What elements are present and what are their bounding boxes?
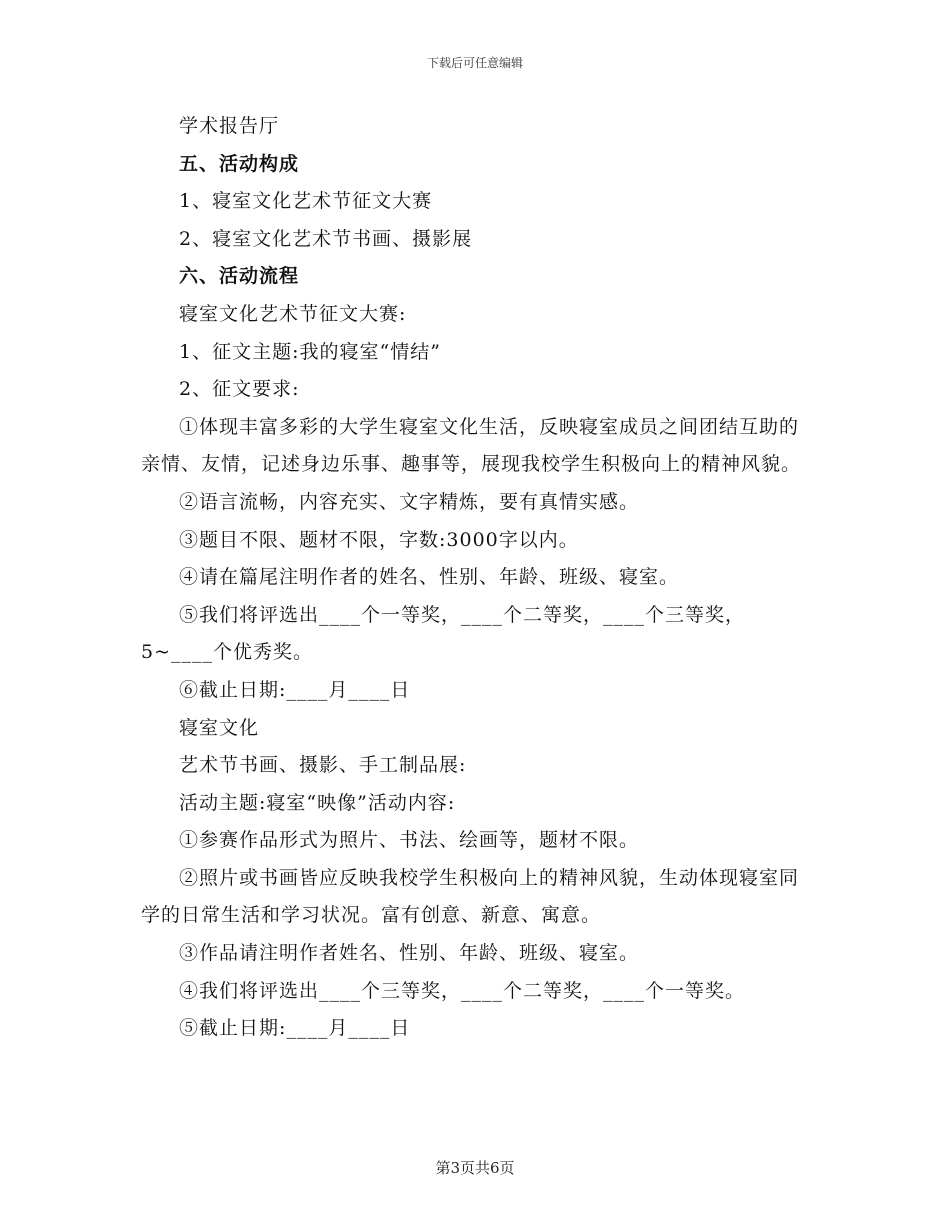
essay-requirement-4: ④请在篇尾注明作者的姓名、性别、年龄、班级、寝室。 bbox=[179, 566, 680, 589]
exhibition-rule-5: ⑤截止日期:____月____日 bbox=[179, 1017, 411, 1040]
page-header: 下载后可任意编辑 bbox=[426, 56, 523, 70]
paragraph-venue: 学术报告厅 bbox=[179, 115, 280, 137]
essay-requirements-heading: 2、征文要求: bbox=[179, 378, 300, 401]
essay-requirement-1: ①体现丰富多彩的大学生寝室文化生活，反映寝室成员之间团结互助的亲情、友情，记述身边乐事、趣事等，展现我校学生积极向上的精神风貌。 bbox=[141, 415, 802, 476]
list-item-art-exhibition: 2、寝室文化艺术节书画、摄影展 bbox=[179, 227, 473, 250]
essay-requirement-3: ③题目不限、题材不限，字数:3000字以内。 bbox=[179, 528, 579, 551]
subheading-art-exhibition: 艺术节书画、摄影、手工制品展: bbox=[179, 754, 467, 777]
subheading-dorm-culture: 寝室文化 bbox=[179, 716, 260, 739]
exhibition-rule-4: ④我们将评选出____个三等奖，____个二等奖，____个一等奖。 bbox=[179, 979, 746, 1002]
section-heading-activity-composition: 五、活动构成 bbox=[179, 152, 300, 175]
exhibition-theme: 活动主题:寝室“映像”活动内容: bbox=[179, 791, 456, 814]
section-heading-activity-process: 六、活动流程 bbox=[179, 265, 300, 288]
document-body bbox=[141, 108, 811, 1048]
page-footer: 第3页共6页 bbox=[435, 1159, 515, 1177]
subheading-essay-contest: 寝室文化艺术节征文大赛: bbox=[179, 302, 407, 325]
essay-requirement-2: ②语言流畅，内容充实、文字精炼，要有真情实感。 bbox=[179, 490, 640, 513]
essay-requirement-5: ⑤我们将评选出____个一等奖，____个二等奖，____个三等奖，5~____个优秀奖。 bbox=[141, 603, 746, 664]
exhibition-rule-2: ②照片或书画皆应反映我校学生积极向上的精神风貌，生动体现寝室同学的日常生活和学习状况。富有创意、新意、寓意。 bbox=[141, 866, 800, 927]
essay-requirement-6: ⑥截止日期:____月____日 bbox=[179, 678, 411, 701]
essay-theme: 1、征文主题:我的寝室“情结” bbox=[179, 340, 441, 363]
exhibition-rule-3: ③作品请注明作者姓名、性别、年龄、班级、寝室。 bbox=[179, 942, 640, 965]
exhibition-rule-1: ①参赛作品形式为照片、书法、绘画等，题材不限。 bbox=[179, 829, 640, 852]
list-item-essay-contest: 1、寝室文化艺术节征文大赛 bbox=[179, 190, 433, 213]
